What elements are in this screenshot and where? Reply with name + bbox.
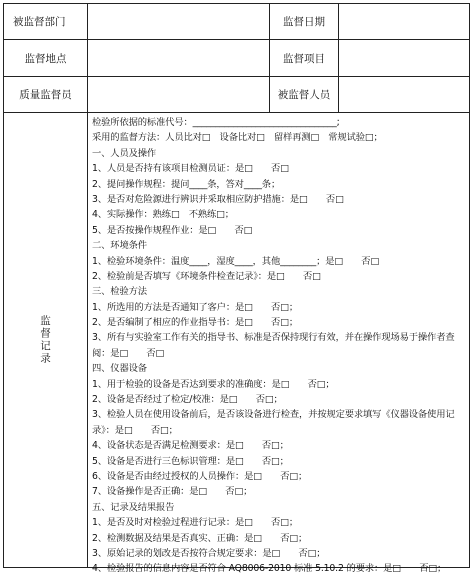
checklist-item[interactable]: 5、设备是否进行三色标识管理：是□ 否□；: [92, 455, 289, 467]
checklist-item[interactable]: 3、检验人员在使用设备前后，是否该设备进行检查，并按规定要求填写《仪器设备使用记录》：是□ 否□；: [92, 409, 455, 436]
section-heading: 五、记录及结果报告: [92, 501, 175, 513]
section-heading: 一、人员及操作: [92, 147, 157, 159]
checklist-item[interactable]: 4、实际操作：熟练□ 不熟练□；: [92, 209, 234, 221]
project-label: 监督项目: [270, 40, 339, 77]
supervisor-field[interactable]: [88, 77, 270, 113]
date-field[interactable]: [339, 4, 469, 40]
standard-code-line[interactable]: 检验所依据的标准代号：________________________________;: [92, 117, 340, 128]
checklist-item[interactable]: 3、所有与实验室工作有关的指导书、标准是否保持现行有效，并在操作现场易于操作者查阅：是□ 否□: [92, 332, 455, 359]
checklist-item[interactable]: 2、提问操作规程：提问____条，答对____条；: [92, 178, 281, 190]
checklist-item[interactable]: 4、检验报告的信息内容是否符合 AQ8006-2010 标准 5.10.2 的要求：是□ 否□；: [92, 563, 447, 575]
checklist-item[interactable]: 1、是否及时对检验过程进行记录：是□ 否□；: [92, 517, 298, 529]
checklist-item[interactable]: 2、检验前是否填写《环境条件检查记录》：是□ 否□: [92, 270, 321, 282]
checklist-item[interactable]: 2、是否编制了相应的作业指导书：是□ 否□；: [92, 317, 298, 329]
record-content: [88, 113, 469, 575]
location-label: 监督地点: [4, 40, 88, 77]
checklist-item[interactable]: 1、人员是否持有该项目检测员证：是□ 否□: [92, 163, 289, 175]
dept-label: 被监督部门: [4, 4, 88, 40]
dept-field[interactable]: [88, 4, 270, 40]
checklist-item[interactable]: 3、是否对危险源进行辨识并采取相应防护措施：是□ 否□: [92, 193, 344, 205]
project-field[interactable]: [339, 40, 469, 77]
checklist-item[interactable]: 1、检验环境条件：温度____，湿度____，其他________；是□ 否□: [92, 255, 380, 267]
checklist-item[interactable]: 5、是否按操作规程作业：是□ 否□: [92, 224, 253, 236]
section-heading: 四、仪器设备: [92, 363, 147, 375]
checklist-item[interactable]: 2、检测数据及结果是否真实、正确：是□ 否□；: [92, 532, 308, 544]
checklist-item[interactable]: 2、设备是否经过了检定/校准：是□ 否□；: [92, 394, 283, 406]
location-field[interactable]: [88, 40, 270, 77]
checklist-item[interactable]: 1、所选用的方法是否通知了客户：是□ 否□；: [92, 301, 298, 313]
checklist-item[interactable]: 4、设备状态是否满足检测要求：是□ 否□；: [92, 440, 289, 452]
checklist-item[interactable]: 7、设备操作是否正确：是□ 否□；: [92, 486, 253, 498]
section-heading: 二、环境条件: [92, 240, 147, 252]
record-label: 监督记录: [4, 113, 88, 567]
section-heading: 三、检验方法: [92, 286, 147, 298]
checklist-item[interactable]: 6、设备是否由经过授权的人员操作：是□ 否□；: [92, 471, 308, 483]
supervision-record-form: [3, 3, 470, 575]
supervisor-label: 质量监督员: [4, 77, 88, 113]
supervised-person-field[interactable]: [339, 77, 469, 113]
checklist-item[interactable]: 1、用于检验的设备是否达到要求的准确度：是□ 否□；: [92, 378, 335, 390]
method-line[interactable]: 采用的监督方法：人员比对□ 设备比对□ 留样再测□ 常规试验□；: [92, 132, 383, 144]
supervised-person-label: 被监督人员: [270, 77, 339, 113]
date-label: 监督日期: [270, 4, 339, 40]
checklist-item[interactable]: 3、原始记录的划改是否按符合规定要求：是□ 否□；: [92, 548, 326, 559]
